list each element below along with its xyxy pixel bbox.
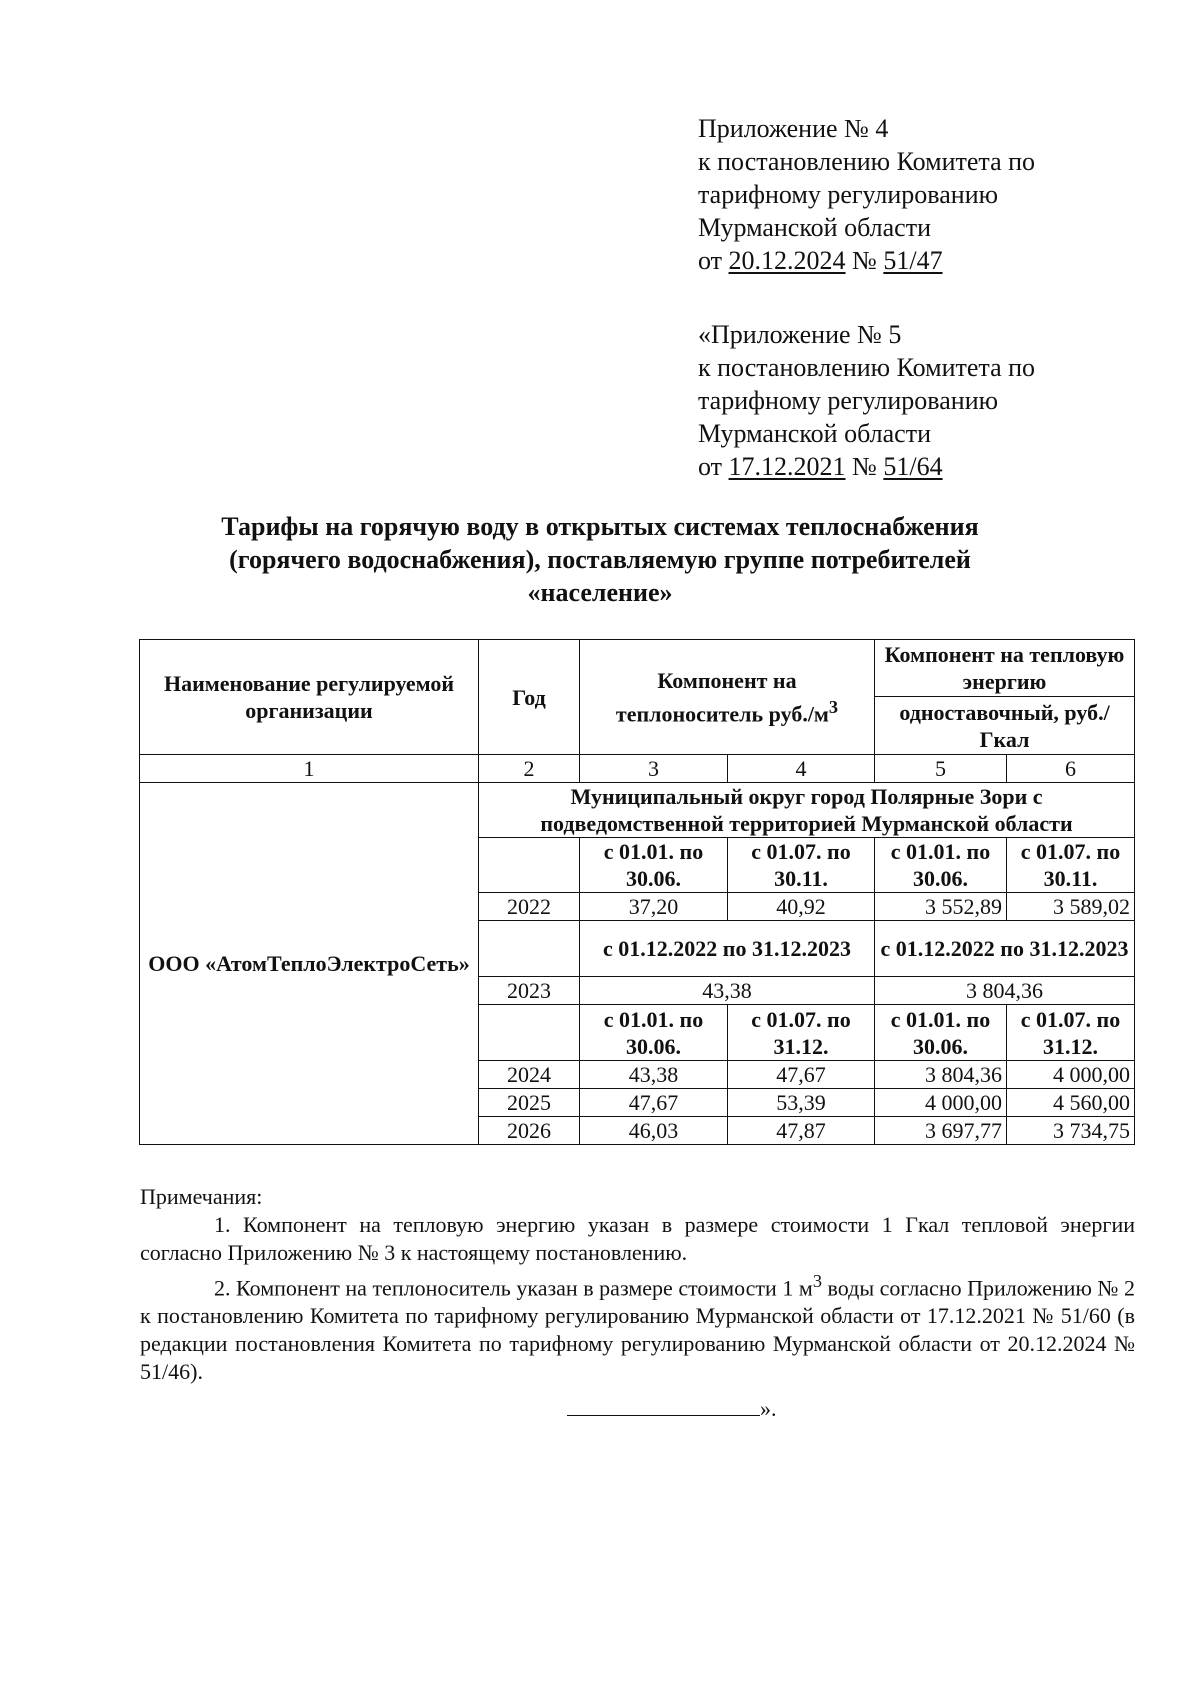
header-energy-sub: одноставочный, руб./Гкал <box>875 697 1135 755</box>
period-2024-c5: с 01.01. по 30.06. <box>875 1005 1007 1061</box>
col-number-1: 1 <box>140 755 479 783</box>
row-2026-c3: 46,03 <box>580 1117 728 1145</box>
period-2022-c6: с 01.07. по 30.11. <box>1007 838 1135 893</box>
row-2022-c5: 3 552,89 <box>875 893 1007 921</box>
appendix-5-line3: тарифному регулированию <box>698 386 999 415</box>
period-2023-year <box>479 921 580 977</box>
appendix-4-line1: Приложение № 4 <box>698 114 889 143</box>
appendix-5-number: 51/64 <box>883 452 943 481</box>
closing-quote: ». <box>760 1396 777 1421</box>
period-2024-c4: с 01.07. по 31.12. <box>728 1005 875 1061</box>
col-number-4: 4 <box>728 755 875 783</box>
row-2022-year: 2022 <box>479 893 580 921</box>
period-2022-c4: с 01.07. по 30.11. <box>728 838 875 893</box>
tariff-table <box>139 639 1135 1145</box>
row-2024-c3: 43,38 <box>580 1061 728 1089</box>
appendix-4-number: 51/47 <box>883 246 943 275</box>
appendix-4-line3: тарифному регулированию <box>698 180 999 209</box>
row-2024-c5: 3 804,36 <box>875 1061 1007 1089</box>
appendix-5-date-line: от 17.12.2021 № 51/64 <box>698 452 943 481</box>
period-2024-c3: с 01.01. по 30.06. <box>580 1005 728 1061</box>
row-2023-carrier: 43,38 <box>580 977 875 1005</box>
period-2024-c6: с 01.07. по 31.12. <box>1007 1005 1135 1061</box>
row-2026-year: 2026 <box>479 1117 580 1145</box>
title-line1: Тарифы на горячую воду в открытых системах теплоснабжения <box>221 512 979 541</box>
period-2023-energy: с 01.12.2022 по 31.12.2023 <box>875 921 1135 977</box>
row-2022-c6: 3 589,02 <box>1007 893 1135 921</box>
col-number-3: 3 <box>580 755 728 783</box>
notes-section <box>140 1183 1135 1386</box>
appendix-5-header <box>698 318 1035 483</box>
period-2022-c5: с 01.01. по 30.06. <box>875 838 1007 893</box>
period-2022-year <box>479 838 580 893</box>
appendix-4-line2: к постановлению Комитета по <box>698 147 1036 176</box>
row-2022-c3: 37,20 <box>580 893 728 921</box>
notes-heading: Примечания: <box>140 1184 263 1209</box>
col-number-5: 5 <box>875 755 1007 783</box>
row-2022-c4: 40,92 <box>728 893 875 921</box>
header-year: Год <box>479 640 580 755</box>
period-2024-year <box>479 1005 580 1061</box>
closing-underline <box>567 1395 760 1416</box>
header-carrier: Компонент на теплоноситель $руб./м^3$ <box>580 640 875 755</box>
document-title <box>140 510 1060 609</box>
territory-name: Муниципальный округ город Полярные Зори с подведомственной территорией Мурманской области <box>479 783 1135 838</box>
appendix-5-date: 17.12.2021 <box>728 452 846 481</box>
appendix-4-date-line: от 20.12.2024 № 51/47 <box>698 246 943 275</box>
header-energy: Компонент на тепловую энергию <box>875 640 1135 697</box>
row-2023-year: 2023 <box>479 977 580 1005</box>
period-2023-carrier: с 01.12.2022 по 31.12.2023 <box>580 921 875 977</box>
note-1: 1. Компонент на тепловую энергию указан в размере стоимости 1 Гкал тепловой энергии согласно Приложению № 3 к настоящему постановлению. <box>140 1212 1135 1265</box>
title-line2: (горячего водоснабжения), поставляемую группе потребителей <box>229 545 971 574</box>
col-number-2: 2 <box>479 755 580 783</box>
row-2023-energy: 3 804,36 <box>875 977 1135 1005</box>
header-org: Наименование регулируемой организации <box>140 640 479 755</box>
note-2: 2. Компонент на теплоноситель указан в размере стоимости 1 $м^3$ воды согласно Приложению № 2 к постановлению Комитета по тарифному регулированию Мурманской области от 17.12.2021 № 51/60 (в редакции постановления Комитета по тарифному регулированию Мурманской области от 20.12.2024 № 51/46). <box>140 1271 1135 1385</box>
col-number-6: 6 <box>1007 755 1135 783</box>
row-2024-year: 2024 <box>479 1061 580 1089</box>
row-2024-c4: 47,67 <box>728 1061 875 1089</box>
appendix-5-line4: Мурманской области <box>698 419 931 448</box>
row-2025-c6: 4 560,00 <box>1007 1089 1135 1117</box>
row-2025-c3: 47,67 <box>580 1089 728 1117</box>
appendix-4-date: 20.12.2024 <box>728 246 846 275</box>
row-2026-c6: 3 734,75 <box>1007 1117 1135 1145</box>
row-2024-c6: 4 000,00 <box>1007 1061 1135 1089</box>
row-2025-c4: 53,39 <box>728 1089 875 1117</box>
appendix-4-line4: Мурманской области <box>698 213 931 242</box>
appendix-5-line2: к постановлению Комитета по <box>698 353 1036 382</box>
period-2022-c3: с 01.01. по 30.06. <box>580 838 728 893</box>
closing-mark <box>567 1395 777 1422</box>
row-2026-c4: 47,87 <box>728 1117 875 1145</box>
appendix-4-header <box>698 112 1035 277</box>
row-2025-year: 2025 <box>479 1089 580 1117</box>
appendix-5-line1: «Приложение № 5 <box>698 320 902 349</box>
row-2026-c5: 3 697,77 <box>875 1117 1007 1145</box>
row-2025-c5: 4 000,00 <box>875 1089 1007 1117</box>
title-line3: «население» <box>527 578 673 607</box>
organization-name: ООО «АтомТеплоЭлектроСеть» <box>140 783 479 1145</box>
